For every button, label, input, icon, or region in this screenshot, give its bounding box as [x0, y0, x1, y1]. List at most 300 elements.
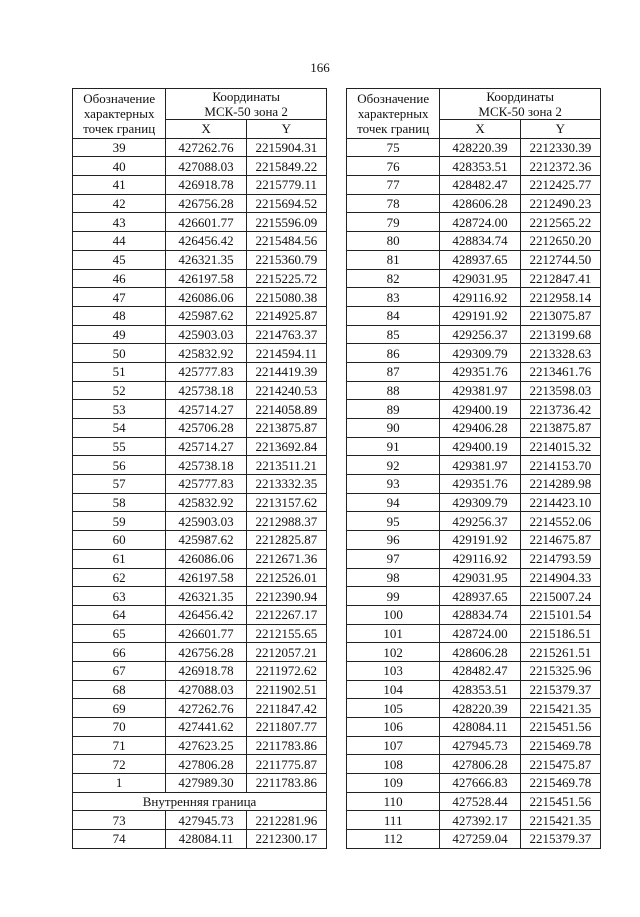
x-coordinate-cell: 427623.25: [166, 736, 246, 755]
point-id-cell: 68: [73, 680, 166, 699]
point-id-cell: 97: [347, 549, 440, 568]
point-id-cell: 53: [73, 400, 166, 419]
table-row: [73, 325, 327, 344]
point-id-cell: 67: [73, 661, 166, 680]
y-coordinate-cell: 2214763.37: [246, 325, 326, 344]
point-label-line: характерных: [357, 105, 429, 121]
table-row: [347, 605, 601, 624]
y-coordinate-cell: 2211783.86: [246, 774, 326, 793]
x-coordinate-cell: 427441.62: [166, 718, 246, 737]
point-id-cell: 106: [347, 718, 440, 737]
x-coordinate-cell: 425903.03: [166, 512, 246, 531]
point-id-cell: 69: [73, 699, 166, 718]
point-id-cell: 63: [73, 587, 166, 606]
point-id-cell: 103: [347, 661, 440, 680]
table-row: [73, 736, 327, 755]
table-row: [347, 680, 601, 699]
x-coordinate-cell: 427262.76: [166, 138, 246, 157]
point-id-cell: 102: [347, 643, 440, 662]
x-coordinate-cell: 429381.97: [440, 381, 520, 400]
point-id-cell: 66: [73, 643, 166, 662]
y-coordinate-cell: 2212650.20: [520, 232, 600, 251]
y-coordinate-cell: 2213461.76: [520, 362, 600, 381]
y-coordinate-cell: 2211847.42: [246, 699, 326, 718]
table-row: [347, 718, 601, 737]
x-header: X: [166, 120, 246, 139]
point-id-cell: 105: [347, 699, 440, 718]
y-coordinate-cell: 2214289.98: [520, 475, 600, 494]
y-coordinate-cell: 2215904.31: [246, 138, 326, 157]
point-id-cell: 96: [347, 531, 440, 550]
table-row: [347, 587, 601, 606]
y-coordinate-cell: 2212372.36: [520, 157, 600, 176]
point-id-cell: 57: [73, 475, 166, 494]
table-row: [347, 811, 601, 830]
point-id-cell: 61: [73, 549, 166, 568]
table-row: [73, 774, 327, 793]
y-coordinate-cell: 2215379.37: [520, 680, 600, 699]
table-row: [73, 624, 327, 643]
y-coordinate-cell: 2213692.84: [246, 437, 326, 456]
x-coordinate-cell: 425714.27: [166, 400, 246, 419]
table-row: [73, 493, 327, 512]
x-coordinate-cell: 428834.74: [440, 232, 520, 251]
y-coordinate-cell: 2211783.86: [246, 736, 326, 755]
point-id-cell: 74: [73, 830, 166, 849]
y-coordinate-cell: 2212825.87: [246, 531, 326, 550]
point-id-cell: 40: [73, 157, 166, 176]
y-coordinate-cell: 2214058.89: [246, 400, 326, 419]
point-id-cell: 49: [73, 325, 166, 344]
table-row: [347, 400, 601, 419]
y-coordinate-cell: 2215421.35: [520, 811, 600, 830]
y-header: Y: [520, 120, 600, 139]
y-coordinate-cell: 2212281.96: [246, 811, 326, 830]
y-coordinate-cell: 2211972.62: [246, 661, 326, 680]
y-coordinate-cell: 2212744.50: [520, 250, 600, 269]
point-id-cell: 59: [73, 512, 166, 531]
x-coordinate-cell: 427945.73: [166, 811, 246, 830]
table-row: [73, 157, 327, 176]
point-id-cell: 75: [347, 138, 440, 157]
point-id-cell: 91: [347, 437, 440, 456]
x-coordinate-cell: 427989.30: [166, 774, 246, 793]
point-id-cell: 44: [73, 232, 166, 251]
x-coordinate-cell: 425987.62: [166, 531, 246, 550]
x-coordinate-cell: 425714.27: [166, 437, 246, 456]
x-coordinate-cell: 426456.42: [166, 605, 246, 624]
y-coordinate-cell: 2212155.65: [246, 624, 326, 643]
table-row: [347, 549, 601, 568]
point-id-cell: 81: [347, 250, 440, 269]
coordinates-header-line: МСК-50 зона 2: [478, 104, 562, 119]
table-row: [347, 306, 601, 325]
x-coordinate-cell: 426918.78: [166, 661, 246, 680]
point-id-cell: 98: [347, 568, 440, 587]
y-coordinate-cell: 2215379.37: [520, 830, 600, 849]
point-id-cell: 46: [73, 269, 166, 288]
x-coordinate-cell: 428606.28: [440, 194, 520, 213]
point-id-cell: 43: [73, 213, 166, 232]
point-id-cell: 111: [347, 811, 440, 830]
y-coordinate-cell: 2212300.17: [246, 830, 326, 849]
x-coordinate-cell: 426756.28: [166, 194, 246, 213]
coordinates-table-right: [346, 88, 601, 849]
point-id-cell: 50: [73, 344, 166, 363]
x-coordinate-cell: 426601.77: [166, 213, 246, 232]
y-coordinate-cell: 2214925.87: [246, 306, 326, 325]
y-coordinate-cell: 2215225.72: [246, 269, 326, 288]
point-label-line: точек границ: [83, 120, 156, 136]
y-coordinate-cell: 2212057.21: [246, 643, 326, 662]
point-id-cell: 85: [347, 325, 440, 344]
table-row: [347, 755, 601, 774]
table-row: [73, 269, 327, 288]
y-coordinate-cell: 2213511.21: [246, 456, 326, 475]
x-coordinate-cell: 426197.58: [166, 269, 246, 288]
x-coordinate-cell: 429381.97: [440, 456, 520, 475]
point-id-cell: 84: [347, 306, 440, 325]
y-coordinate-cell: 2212988.37: [246, 512, 326, 531]
table-row: [347, 213, 601, 232]
y-coordinate-cell: 2212847.41: [520, 269, 600, 288]
y-coordinate-cell: 2215101.54: [520, 605, 600, 624]
y-coordinate-cell: 2213332.35: [246, 475, 326, 494]
y-coordinate-cell: 2215451.56: [520, 718, 600, 737]
x-coordinate-cell: 427528.44: [440, 792, 520, 811]
point-id-cell: 51: [73, 362, 166, 381]
x-coordinate-cell: 429031.95: [440, 269, 520, 288]
x-coordinate-cell: 425738.18: [166, 456, 246, 475]
x-header: X: [440, 120, 520, 139]
table-row: [73, 699, 327, 718]
x-coordinate-cell: 428353.51: [440, 157, 520, 176]
x-coordinate-cell: 428084.11: [166, 830, 246, 849]
table-row: [73, 755, 327, 774]
point-id-cell: 87: [347, 362, 440, 381]
point-id-cell: 39: [73, 138, 166, 157]
table-row: [73, 232, 327, 251]
point-id-cell: 92: [347, 456, 440, 475]
table-row: [347, 643, 601, 662]
x-coordinate-cell: 429351.76: [440, 362, 520, 381]
point-id-cell: 41: [73, 176, 166, 195]
x-coordinate-cell: 429191.92: [440, 531, 520, 550]
table-row: [347, 792, 601, 811]
point-id-cell: 83: [347, 288, 440, 307]
point-id-cell: 104: [347, 680, 440, 699]
x-coordinate-cell: 427806.28: [166, 755, 246, 774]
x-coordinate-cell: 428084.11: [440, 718, 520, 737]
point-id-cell: 58: [73, 493, 166, 512]
table-row: [73, 306, 327, 325]
table-row: [73, 811, 327, 830]
x-coordinate-cell: 425832.92: [166, 344, 246, 363]
table-row: [347, 437, 601, 456]
y-coordinate-cell: 2215186.51: [520, 624, 600, 643]
coordinates-header: [166, 89, 327, 120]
y-coordinate-cell: 2211775.87: [246, 755, 326, 774]
x-coordinate-cell: 429256.37: [440, 512, 520, 531]
point-label-line: Обозначение: [83, 90, 156, 106]
section-label-inner-boundary: Внутренняя граница: [73, 792, 327, 811]
point-id-cell: 42: [73, 194, 166, 213]
x-coordinate-cell: 429351.76: [440, 475, 520, 494]
table-row: [73, 419, 327, 438]
x-coordinate-cell: 428482.47: [440, 661, 520, 680]
point-id-cell: 101: [347, 624, 440, 643]
point-id-cell: 52: [73, 381, 166, 400]
y-coordinate-cell: 2212267.17: [246, 605, 326, 624]
coordinates-header-line: Координаты: [486, 89, 555, 104]
point-id-cell: 77: [347, 176, 440, 195]
point-id-cell: 55: [73, 437, 166, 456]
y-coordinate-cell: 2215469.78: [520, 774, 600, 793]
table-row: [347, 475, 601, 494]
y-coordinate-cell: 2214793.59: [520, 549, 600, 568]
x-coordinate-cell: 425777.83: [166, 475, 246, 494]
y-coordinate-cell: 2215849.22: [246, 157, 326, 176]
x-coordinate-cell: 429116.92: [440, 549, 520, 568]
y-coordinate-cell: 2212490.23: [520, 194, 600, 213]
x-coordinate-cell: 427806.28: [440, 755, 520, 774]
table-row: [347, 362, 601, 381]
y-coordinate-cell: 2212390.94: [246, 587, 326, 606]
y-coordinate-cell: 2215484.56: [246, 232, 326, 251]
x-coordinate-cell: 428834.74: [440, 605, 520, 624]
y-coordinate-cell: 2214904.33: [520, 568, 600, 587]
y-coordinate-cell: 2215694.52: [246, 194, 326, 213]
y-coordinate-cell: 2213075.87: [520, 306, 600, 325]
y-coordinate-cell: 2214419.39: [246, 362, 326, 381]
x-coordinate-cell: 426321.35: [166, 250, 246, 269]
x-coordinate-cell: 429309.79: [440, 493, 520, 512]
y-coordinate-cell: 2212958.14: [520, 288, 600, 307]
table-row: [73, 213, 327, 232]
y-coordinate-cell: 2215360.79: [246, 250, 326, 269]
point-id-cell: 48: [73, 306, 166, 325]
x-coordinate-cell: 428724.00: [440, 213, 520, 232]
section-row: [73, 792, 327, 811]
x-coordinate-cell: 426918.78: [166, 176, 246, 195]
point-id-cell: 95: [347, 512, 440, 531]
point-id-cell: 107: [347, 736, 440, 755]
point-id-cell: 90: [347, 419, 440, 438]
table-row: [347, 344, 601, 363]
x-coordinate-cell: 428353.51: [440, 680, 520, 699]
point-id-cell: 47: [73, 288, 166, 307]
x-coordinate-cell: 429031.95: [440, 568, 520, 587]
x-coordinate-cell: 427259.04: [440, 830, 520, 849]
x-coordinate-cell: 429400.19: [440, 437, 520, 456]
x-coordinate-cell: 428724.00: [440, 624, 520, 643]
point-id-cell: 108: [347, 755, 440, 774]
x-coordinate-cell: 426756.28: [166, 643, 246, 662]
table-row: [73, 362, 327, 381]
point-id-cell: 70: [73, 718, 166, 737]
y-coordinate-cell: 2212671.36: [246, 549, 326, 568]
table-row: [73, 176, 327, 195]
x-coordinate-cell: 426456.42: [166, 232, 246, 251]
x-coordinate-cell: 426321.35: [166, 587, 246, 606]
point-id-cell: 76: [347, 157, 440, 176]
y-coordinate-cell: 2212526.01: [246, 568, 326, 587]
point-label-line: точек границ: [357, 120, 430, 136]
table-row: [347, 157, 601, 176]
table-row: [73, 194, 327, 213]
point-id-cell: 110: [347, 792, 440, 811]
y-coordinate-cell: 2211807.77: [246, 718, 326, 737]
y-coordinate-cell: 2214015.32: [520, 437, 600, 456]
x-coordinate-cell: 429191.92: [440, 306, 520, 325]
y-coordinate-cell: 2215007.24: [520, 587, 600, 606]
table-row: [347, 325, 601, 344]
x-coordinate-cell: 427088.03: [166, 157, 246, 176]
table-row: [73, 605, 327, 624]
y-coordinate-cell: 2215475.87: [520, 755, 600, 774]
table-row: [347, 830, 601, 849]
point-id-cell: 112: [347, 830, 440, 849]
table-row: [347, 288, 601, 307]
point-id-cell: 56: [73, 456, 166, 475]
table-row: [73, 250, 327, 269]
table-row: [73, 381, 327, 400]
x-coordinate-cell: 427262.76: [166, 699, 246, 718]
y-coordinate-cell: 2215779.11: [246, 176, 326, 195]
point-id-cell: 64: [73, 605, 166, 624]
table-row: [73, 475, 327, 494]
y-coordinate-cell: 2214594.11: [246, 344, 326, 363]
table-row: [347, 493, 601, 512]
y-coordinate-cell: 2215080.38: [246, 288, 326, 307]
point-id-cell: 80: [347, 232, 440, 251]
x-coordinate-cell: 425987.62: [166, 306, 246, 325]
x-coordinate-cell: 426197.58: [166, 568, 246, 587]
y-coordinate-cell: 2214423.10: [520, 493, 600, 512]
table-row: [73, 830, 327, 849]
page-number: 166: [310, 60, 330, 75]
x-coordinate-cell: 429406.28: [440, 419, 520, 438]
point-id-cell: 94: [347, 493, 440, 512]
point-id-cell: 45: [73, 250, 166, 269]
table-row: [347, 456, 601, 475]
point-label-header: [73, 89, 166, 139]
point-label-line: характерных: [83, 105, 155, 121]
table-row: [347, 624, 601, 643]
point-id-cell: 100: [347, 605, 440, 624]
table-row: [73, 568, 327, 587]
x-coordinate-cell: 427666.83: [440, 774, 520, 793]
x-coordinate-cell: 429309.79: [440, 344, 520, 363]
table-row: [73, 344, 327, 363]
point-id-cell: 93: [347, 475, 440, 494]
table-row: [73, 680, 327, 699]
table-row: [73, 512, 327, 531]
table-row: [73, 288, 327, 307]
point-id-cell: 89: [347, 400, 440, 419]
y-header: Y: [246, 120, 326, 139]
x-coordinate-cell: 425706.28: [166, 419, 246, 438]
point-label-line: Обозначение: [357, 90, 430, 106]
point-id-cell: 78: [347, 194, 440, 213]
y-coordinate-cell: 2213199.68: [520, 325, 600, 344]
table-row: [347, 419, 601, 438]
y-coordinate-cell: 2215469.78: [520, 736, 600, 755]
y-coordinate-cell: 2215421.35: [520, 699, 600, 718]
x-coordinate-cell: 425832.92: [166, 493, 246, 512]
x-coordinate-cell: 428220.39: [440, 699, 520, 718]
table-row: [347, 736, 601, 755]
table-row: [347, 250, 601, 269]
y-coordinate-cell: 2214675.87: [520, 531, 600, 550]
x-coordinate-cell: 425903.03: [166, 325, 246, 344]
point-id-cell: 82: [347, 269, 440, 288]
x-coordinate-cell: 429256.37: [440, 325, 520, 344]
x-coordinate-cell: 429400.19: [440, 400, 520, 419]
table-row: [347, 774, 601, 793]
y-coordinate-cell: 2213157.62: [246, 493, 326, 512]
point-id-cell: 54: [73, 419, 166, 438]
x-coordinate-cell: 425777.83: [166, 362, 246, 381]
y-coordinate-cell: 2215596.09: [246, 213, 326, 232]
table-row: [73, 661, 327, 680]
x-coordinate-cell: 425738.18: [166, 381, 246, 400]
y-coordinate-cell: 2212330.39: [520, 138, 600, 157]
table-row: [73, 587, 327, 606]
table-row: [73, 531, 327, 550]
point-id-cell: 99: [347, 587, 440, 606]
point-id-cell: 86: [347, 344, 440, 363]
point-id-cell: 62: [73, 568, 166, 587]
table-row: [73, 400, 327, 419]
y-coordinate-cell: 2213875.87: [520, 419, 600, 438]
point-id-cell: 65: [73, 624, 166, 643]
point-id-cell: 1: [73, 774, 166, 793]
table-row: [347, 531, 601, 550]
point-id-cell: 88: [347, 381, 440, 400]
y-coordinate-cell: 2213736.42: [520, 400, 600, 419]
table-row: [73, 549, 327, 568]
table-row: [73, 138, 327, 157]
x-coordinate-cell: 429116.92: [440, 288, 520, 307]
coordinates-header: [440, 89, 601, 120]
point-id-cell: 73: [73, 811, 166, 830]
table-row: [347, 176, 601, 195]
y-coordinate-cell: 2213875.87: [246, 419, 326, 438]
table-row: [347, 661, 601, 680]
x-coordinate-cell: 426086.06: [166, 549, 246, 568]
y-coordinate-cell: 2215261.51: [520, 643, 600, 662]
x-coordinate-cell: 427088.03: [166, 680, 246, 699]
y-coordinate-cell: 2214153.70: [520, 456, 600, 475]
y-coordinate-cell: 2211902.51: [246, 680, 326, 699]
table-row: [347, 138, 601, 157]
y-coordinate-cell: 2215325.96: [520, 661, 600, 680]
table-row: [73, 456, 327, 475]
table-row: [347, 512, 601, 531]
table-row: [347, 381, 601, 400]
y-coordinate-cell: 2213598.03: [520, 381, 600, 400]
y-coordinate-cell: 2213328.63: [520, 344, 600, 363]
coordinates-header-line: МСК-50 зона 2: [204, 104, 288, 119]
x-coordinate-cell: 428606.28: [440, 643, 520, 662]
table-row: [347, 699, 601, 718]
coordinates-table-left: [72, 88, 327, 849]
y-coordinate-cell: 2212565.22: [520, 213, 600, 232]
x-coordinate-cell: 428937.65: [440, 587, 520, 606]
table-row: [73, 718, 327, 737]
x-coordinate-cell: 427392.17: [440, 811, 520, 830]
